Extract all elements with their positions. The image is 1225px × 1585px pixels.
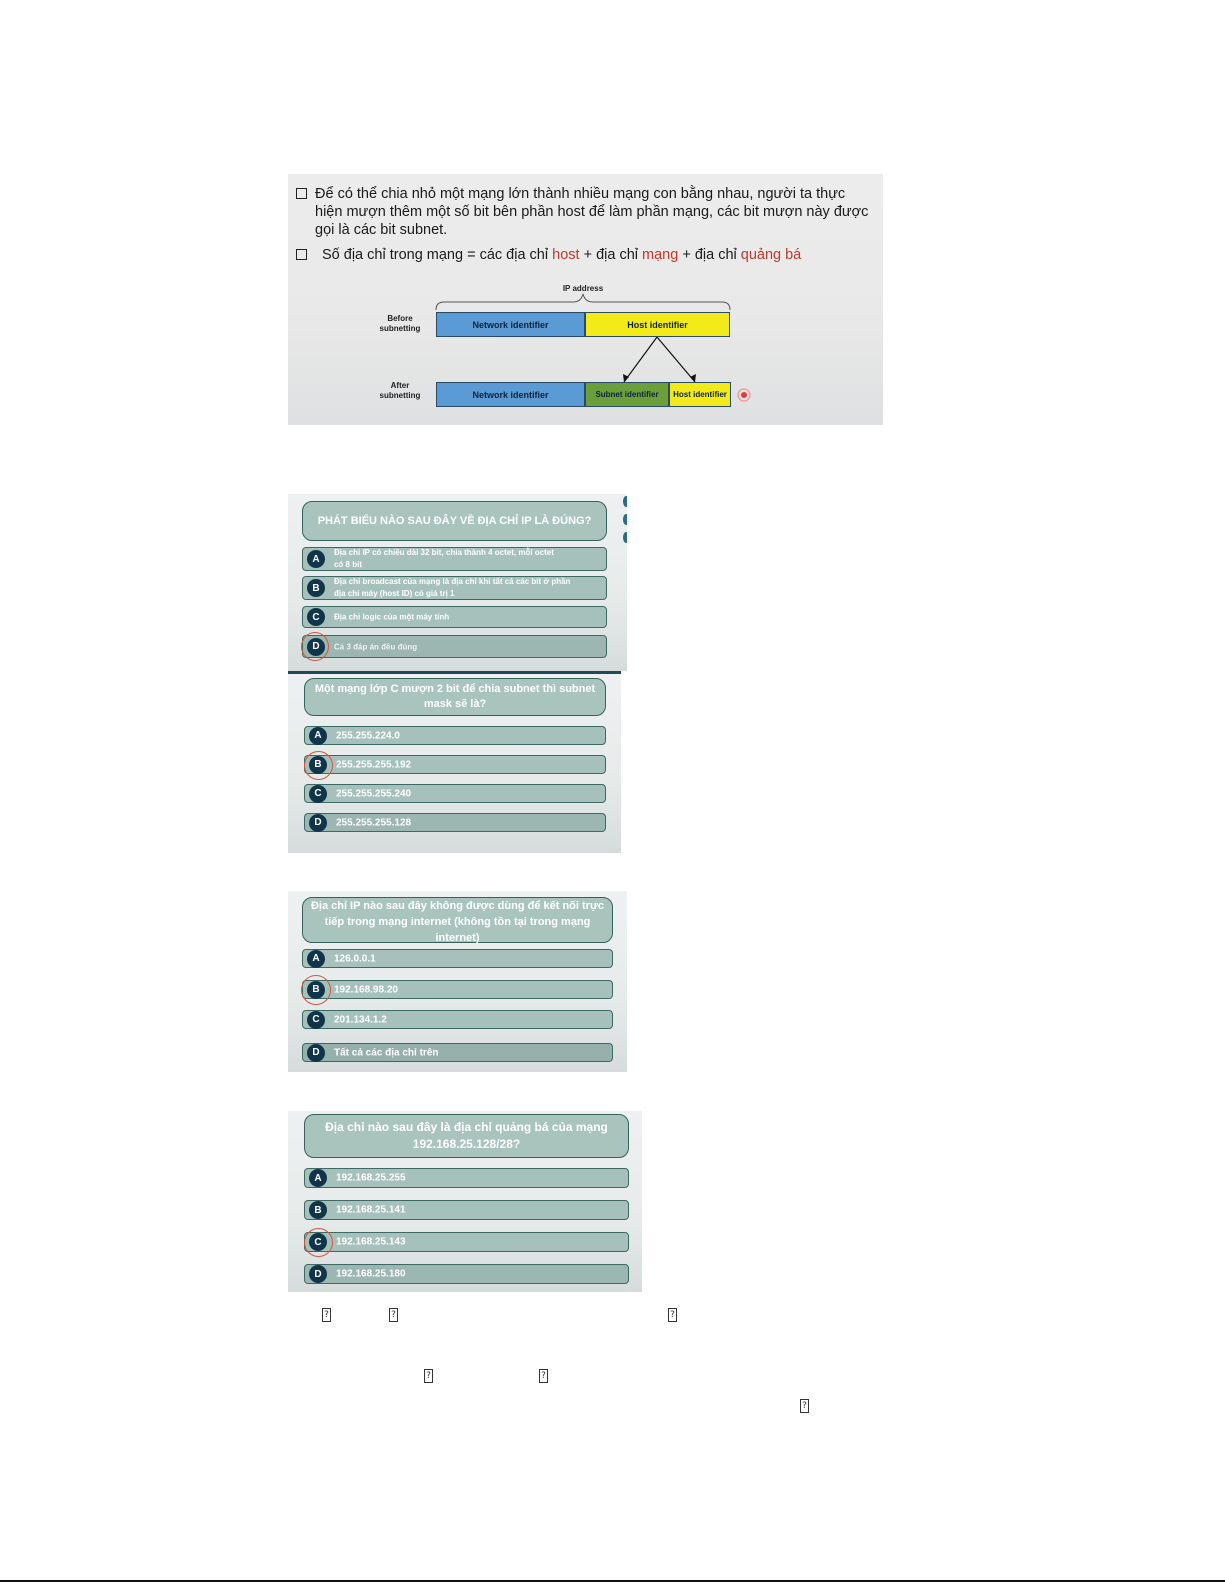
option-letter: C — [309, 1233, 327, 1251]
page-bottom-border — [0, 1580, 1225, 1582]
option-letter: B — [309, 1201, 327, 1219]
option-text: Cả 3 đáp án đều đúng — [334, 642, 418, 651]
highlight-quang-ba: quảng bá — [740, 247, 802, 263]
highlight-mang: mạng — [642, 247, 679, 263]
after-subnetting-label: After subnetting — [379, 381, 421, 400]
option-text: 255.255.255.240 — [336, 788, 412, 799]
selected-answer-circle — [304, 751, 333, 780]
subnetting-slide — [288, 174, 883, 425]
nav-dot-icon — [623, 532, 627, 543]
option-text: Địa chỉ broadcast của mạng là địa chỉ khi tất cả các bit ở phần địa chỉ máy (host ID) có giá trị 1 — [334, 577, 571, 598]
answer-option-d[interactable] — [302, 635, 607, 658]
option-letter: D — [309, 1265, 327, 1283]
quiz-card-broadcast — [288, 1111, 642, 1292]
quiz-question: Một mạng lớp C mượn 2 bit để chia subnet thì subnet mask sẽ là? — [304, 678, 606, 716]
answer-option-c[interactable] — [302, 606, 607, 628]
missing-glyph-icon: ? — [389, 1308, 398, 1322]
option-text: 192.168.25.141 — [336, 1204, 406, 1216]
answer-option-b[interactable] — [304, 755, 606, 774]
option-text: 255.255.255.192 — [336, 759, 412, 770]
host-identifier-after: Host identifier — [669, 382, 731, 407]
missing-glyph-icon: ? — [800, 1399, 809, 1413]
quiz-card-ip-address — [288, 494, 627, 671]
answer-option-a[interactable] — [304, 1168, 629, 1188]
option-letter: D — [307, 1044, 325, 1062]
quiz-card-subnet-mask — [288, 671, 621, 853]
network-identifier-after: Network identifier — [436, 382, 585, 407]
selected-answer-circle — [304, 1228, 333, 1257]
selected-answer-circle — [301, 632, 329, 661]
option-letter: C — [309, 785, 327, 803]
quiz-question: Địa chỉ IP nào sau đây không được dùng để kết nối trực tiếp trong mạng internet (không tồn tại trong mạng internet) — [302, 897, 613, 943]
missing-glyph-icon: ? — [424, 1369, 433, 1383]
bullet2-plus: + địa chỉ — [678, 247, 741, 263]
bullet2-plus: + địa chỉ — [579, 247, 643, 263]
option-letter: A — [307, 550, 325, 568]
option-text: 201.134.1.2 — [334, 1014, 387, 1025]
answer-option-c[interactable] — [304, 1232, 629, 1252]
option-text: 126.0.0.1 — [334, 953, 376, 964]
option-text: 192.168.25.143 — [336, 1236, 406, 1248]
quiz-question: Địa chỉ nào sau đây là địa chỉ quảng bá của mạng 192.168.25.128/28? — [304, 1114, 629, 1158]
before-subnetting-label: Before subnetting — [379, 314, 421, 333]
answer-option-c[interactable] — [304, 784, 606, 803]
option-letter: A — [309, 727, 327, 745]
option-text: Địa chỉ logic của một máy tính — [334, 612, 450, 622]
answer-option-d[interactable] — [304, 813, 606, 832]
option-letter: B — [307, 579, 325, 597]
option-letter: C — [307, 608, 325, 626]
missing-glyph-icon: ? — [539, 1369, 548, 1383]
answer-option-b[interactable] — [304, 1200, 629, 1220]
missing-glyph-icon: ? — [668, 1308, 677, 1322]
option-letter: D — [309, 814, 327, 832]
top-border — [288, 671, 621, 674]
option-text: 192.168.98.20 — [334, 984, 398, 995]
option-letter: A — [307, 950, 325, 968]
answer-option-a[interactable] — [302, 949, 613, 968]
bullet2-prefix: Số địa chỉ trong mạng = các địa chỉ — [322, 247, 553, 263]
answer-option-a[interactable] — [302, 547, 607, 571]
option-text: 255.255.224.0 — [336, 730, 400, 741]
option-text: Tất cả các địa chỉ trên — [334, 1047, 439, 1058]
missing-glyph-icon: ? — [322, 1308, 331, 1322]
nav-dot-icon — [623, 514, 627, 525]
option-text: 192.168.25.255 — [336, 1172, 406, 1184]
option-letter: A — [309, 1169, 327, 1187]
quiz-card-private-ip — [288, 891, 627, 1072]
subnet-identifier-after: Subnet identifier — [585, 382, 669, 407]
option-text: 192.168.25.180 — [336, 1268, 406, 1280]
option-text: Địa chỉ IP có chiều dài 32 bit, chia thành 4 octet, mỗi octet có 8 bit — [334, 548, 554, 569]
answer-option-b[interactable] — [302, 980, 613, 999]
ip-address-label: IP address — [562, 284, 604, 293]
option-letter: B — [309, 756, 327, 774]
answer-option-b[interactable] — [302, 576, 607, 600]
answer-option-a[interactable] — [304, 726, 606, 745]
option-letter: D — [307, 638, 325, 656]
nav-dot-icon — [623, 496, 627, 507]
option-letter: B — [307, 981, 325, 999]
host-identifier-before: Host identifier — [585, 312, 730, 337]
quiz-question: PHÁT BIỂU NÀO SAU ĐÂY VỀ ĐỊA CHỈ IP LÀ ĐÚNG? — [302, 501, 607, 541]
answer-option-c[interactable] — [302, 1010, 613, 1029]
answer-option-d[interactable] — [304, 1264, 629, 1284]
bullet-text: Để có thể chia nhỏ một mạng lớn thành nhiều mạng con bằng nhau, người ta thực hiện mượn thêm một số bit bên phần host để làm phần mạng, các bit mượn này được gọi là các bit subnet. — [315, 186, 869, 238]
network-identifier-before: Network identifier — [436, 312, 585, 337]
answer-option-d[interactable] — [302, 1043, 613, 1062]
option-text: 255.255.255.128 — [336, 817, 412, 828]
selected-answer-circle — [301, 975, 331, 1005]
option-letter: C — [307, 1011, 325, 1029]
highlight-host: host — [552, 247, 580, 263]
